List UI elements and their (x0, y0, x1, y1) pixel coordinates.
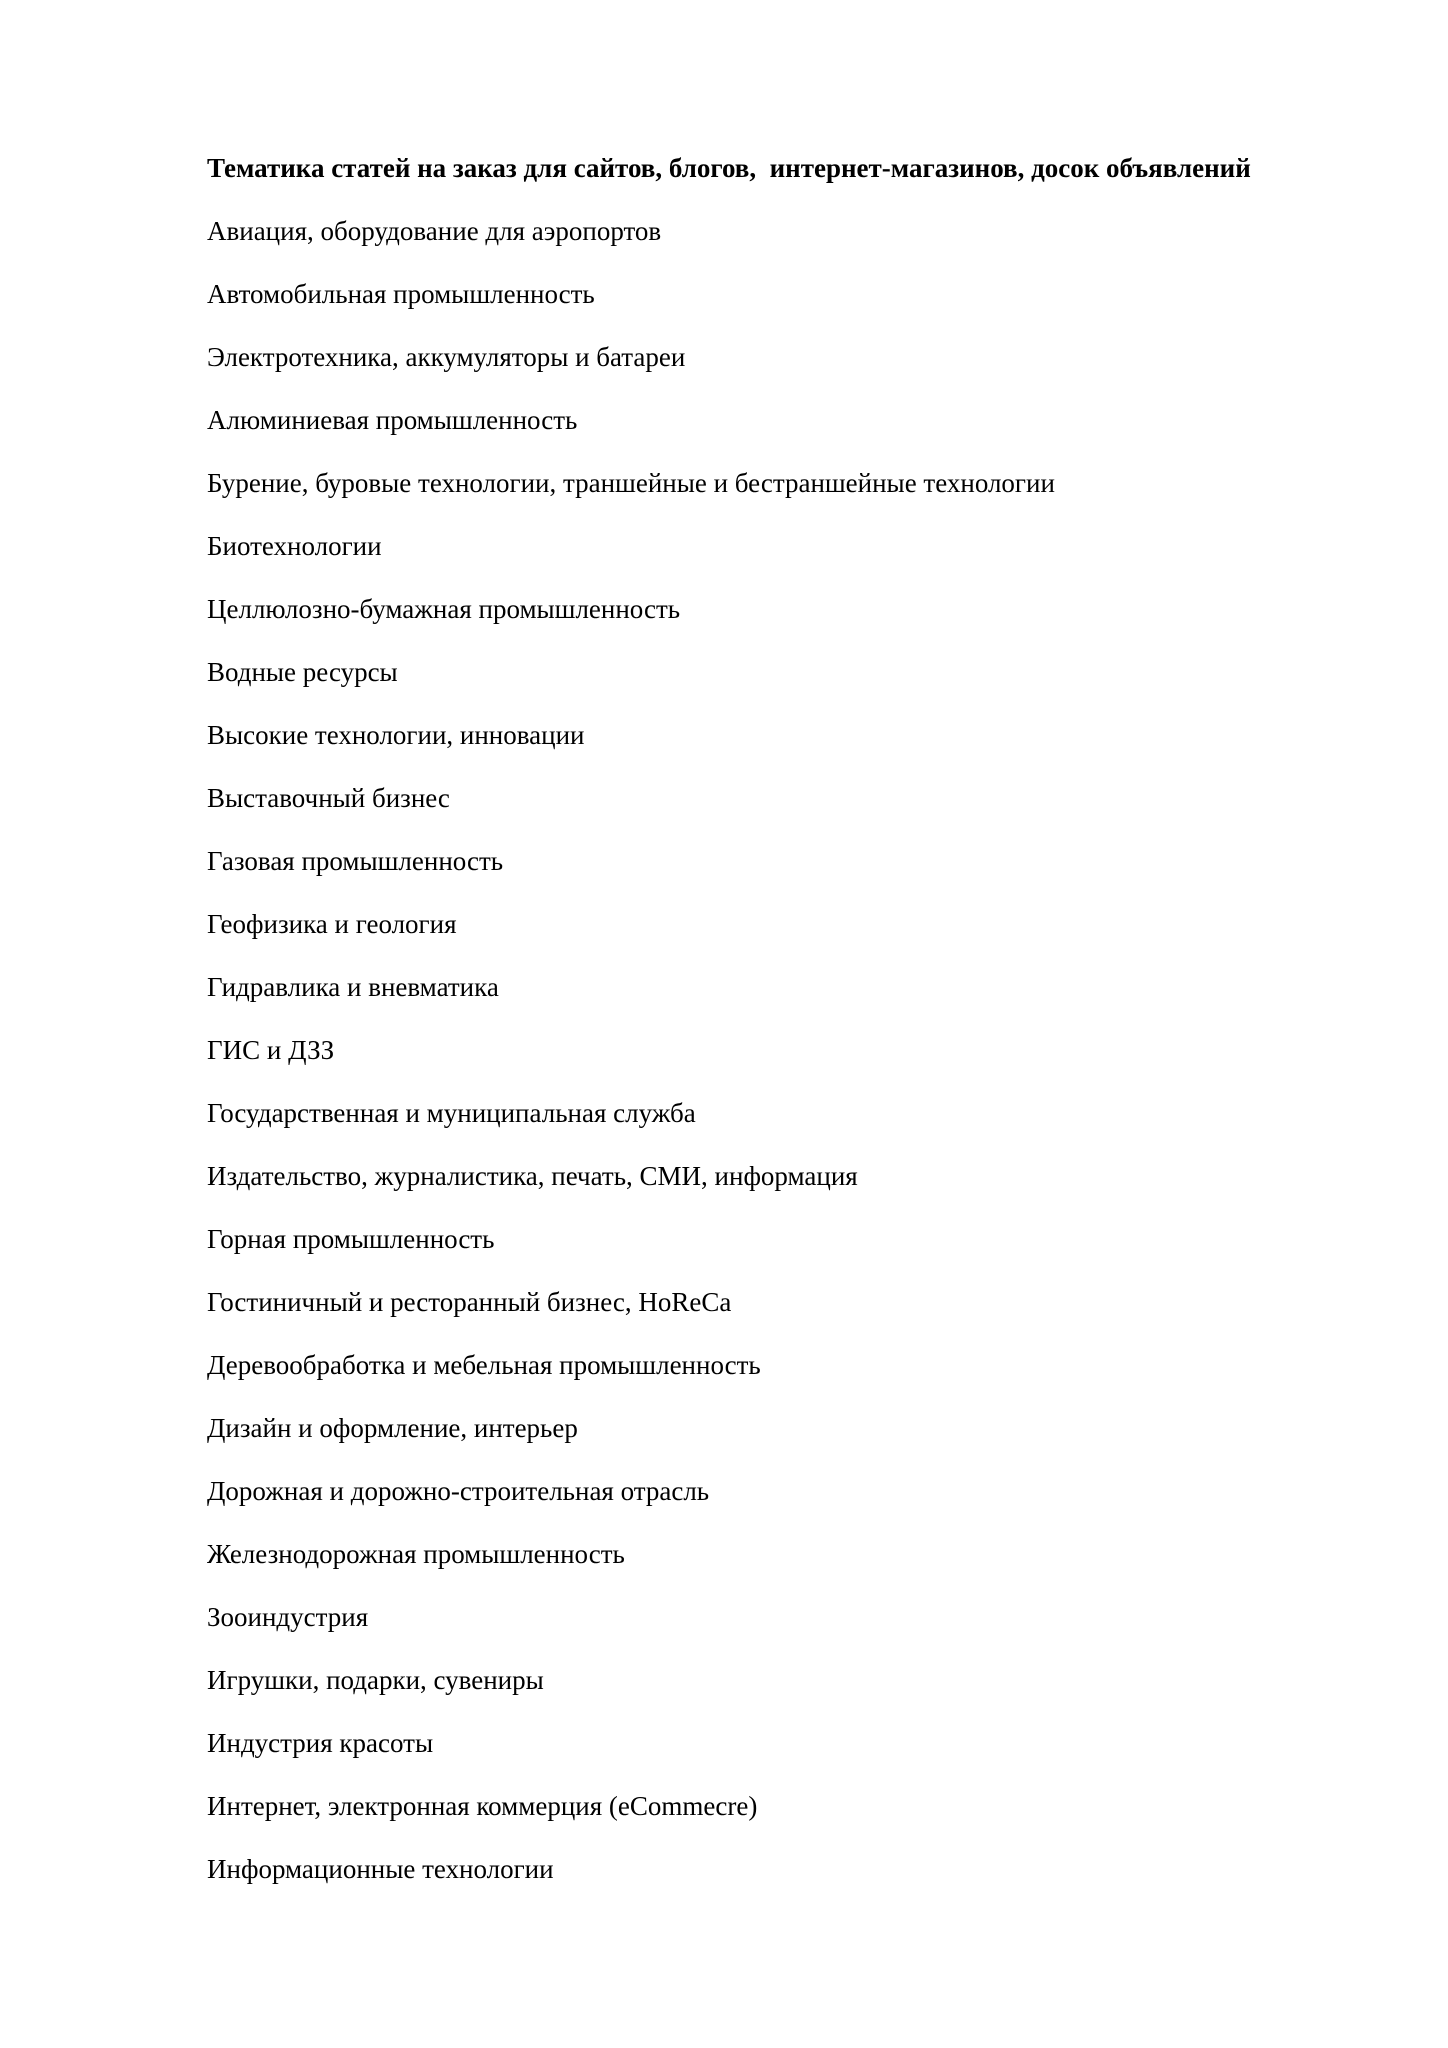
topic-list (207, 200, 1387, 1901)
topic-item: Деревообработка и мебельная промышленность (207, 1350, 761, 1380)
topic-item: Водные ресурсы (207, 657, 398, 687)
topic-item: Авиация, оборудование для аэропортов (207, 216, 662, 246)
topic-item: Издательство, журналистика, печать, СМИ, информация (207, 1161, 858, 1191)
topic-item: Зооиндустрия (207, 1602, 369, 1632)
topic-item: Индустрия красоты (207, 1728, 434, 1758)
topic-item: Горная промышленность (207, 1224, 495, 1254)
topic-item: Интернет, электронная коммерция (eCommecre) (207, 1791, 758, 1821)
topic-item: Алюминиевая промышленность (207, 405, 578, 435)
topic-item: Гостиничный и ресторанный бизнес, HoReCa (207, 1287, 732, 1317)
topic-item: ГИС и ДЗЗ (207, 1035, 335, 1065)
topic-item: Геофизика и геология (207, 909, 457, 939)
topic-item: Высокие технологии, инновации (207, 720, 585, 750)
topic-item: Игрушки, подарки, сувениры (207, 1665, 544, 1695)
topic-item: Дизайн и оформление, интерьер (207, 1413, 578, 1443)
topic-item: Биотехнологии (207, 531, 382, 561)
document-body (207, 137, 1387, 1901)
topic-item: Выставочный бизнес (207, 783, 450, 813)
topic-item: Гидравлика и вневматика (207, 972, 499, 1002)
document-title: Тематика статей на заказ для сайтов, блогов, интернет-магазинов, досок объявлений (207, 153, 1251, 183)
topic-item: Электротехника, аккумуляторы и батареи (207, 342, 686, 372)
topic-item: Газовая промышленность (207, 846, 504, 876)
topic-item: Бурение, буровые технологии, траншейные и бестраншейные технологии (207, 468, 1055, 498)
topic-item: Автомобильная промышленность (207, 279, 595, 309)
topic-item: Железнодорожная промышленность (207, 1539, 625, 1569)
topic-item: Информационные технологии (207, 1854, 554, 1884)
topic-item: Целлюлозно-бумажная промышленность (207, 594, 681, 624)
topic-item: Государственная и муниципальная служба (207, 1098, 696, 1128)
topic-item: Дорожная и дорожно-строительная отрасль (207, 1476, 710, 1506)
